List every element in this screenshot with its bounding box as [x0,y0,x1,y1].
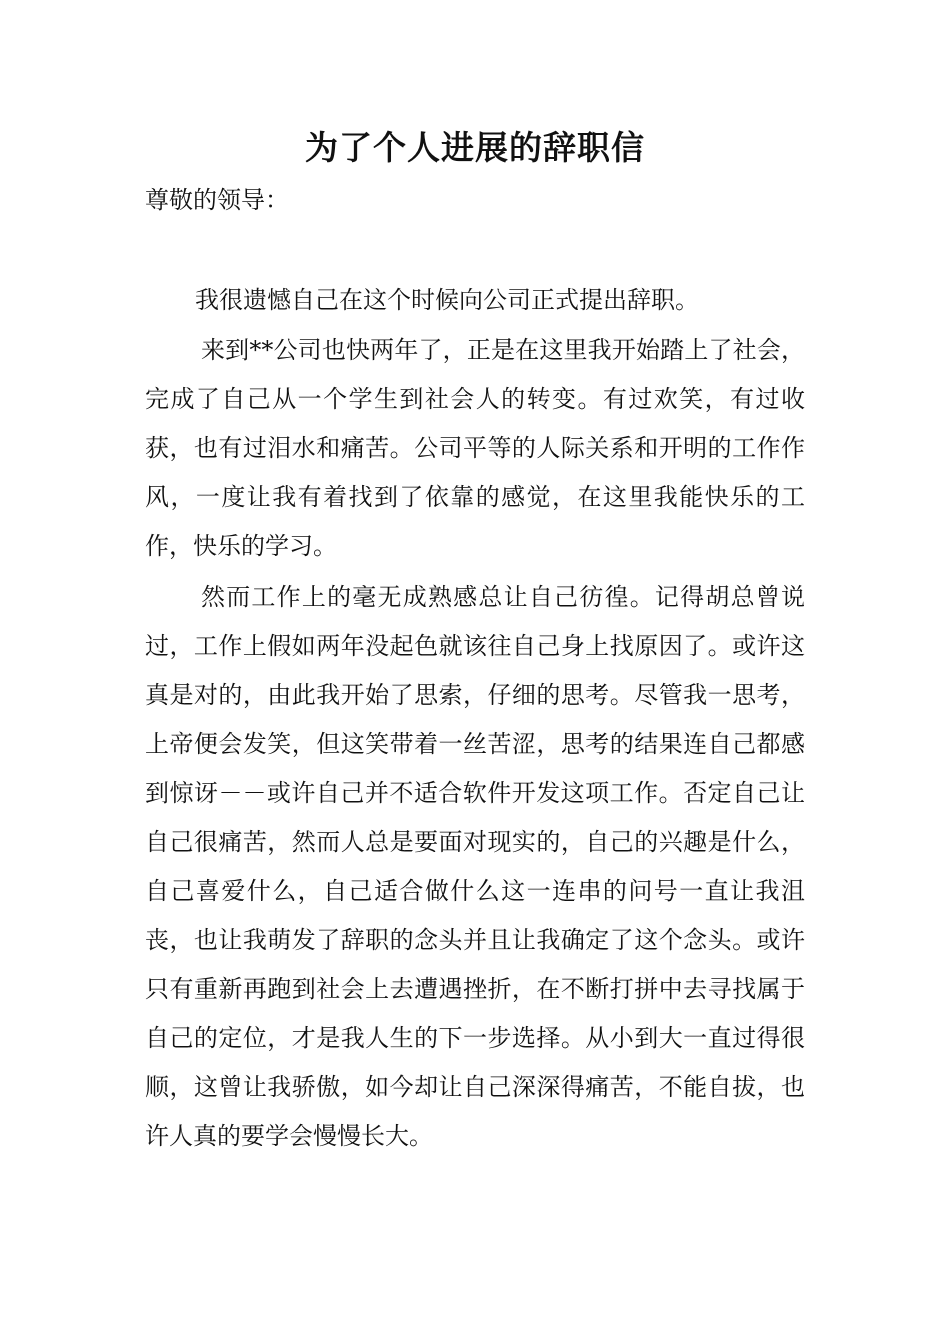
salutation: 尊敬的领导： [145,186,289,214]
paragraph-3: 然而工作上的毫无成熟感总让自己彷徨。记得胡总曾说过，工作上假如两年没起色就该往自己身上找原因了。或许这真是对的，由此我开始了思索，仔细的思考。尽管我一思考，上帝便会发笑，但这笑带着一丝苦涩，思考的结果连自己都感到惊讶－－或许自己并不适合软件开发这项工作。否定自己让自己很痛苦，然而人总是要面对现实的，自己的兴趣是什么，自己喜爱什么，自己适合做什么这一连串的问号一直让我沮丧，也让我萌发了辞职的念头并且让我确定了这个念头。或许只有重新再跑到社会上去遭遇挫折，在不断打拼中去寻找属于自己的定位，才是我人生的下一步选择。从小到大一直过得很顺，这曾让我骄傲，如今却让自己深深得痛苦，不能自拔，也许人真的要学会慢慢长大。 [145,583,805,1150]
paragraph-2: 来到**公司也快两年了，正是在这里我开始踏上了社会，完成了自己从一个学生到社会人的转变。有过欢笑，有过收获，也有过泪水和痛苦。公司平等的人际关系和开明的工作作风，一度让我有着找到了依靠的感觉，在这里我能快乐的工作，快乐的学习。 [145,336,805,560]
document-title: 为了个人进展的辞职信 [305,128,645,167]
paragraph-1: 我很遗憾自己在这个时候向公司正式提出辞职。 [195,286,699,314]
